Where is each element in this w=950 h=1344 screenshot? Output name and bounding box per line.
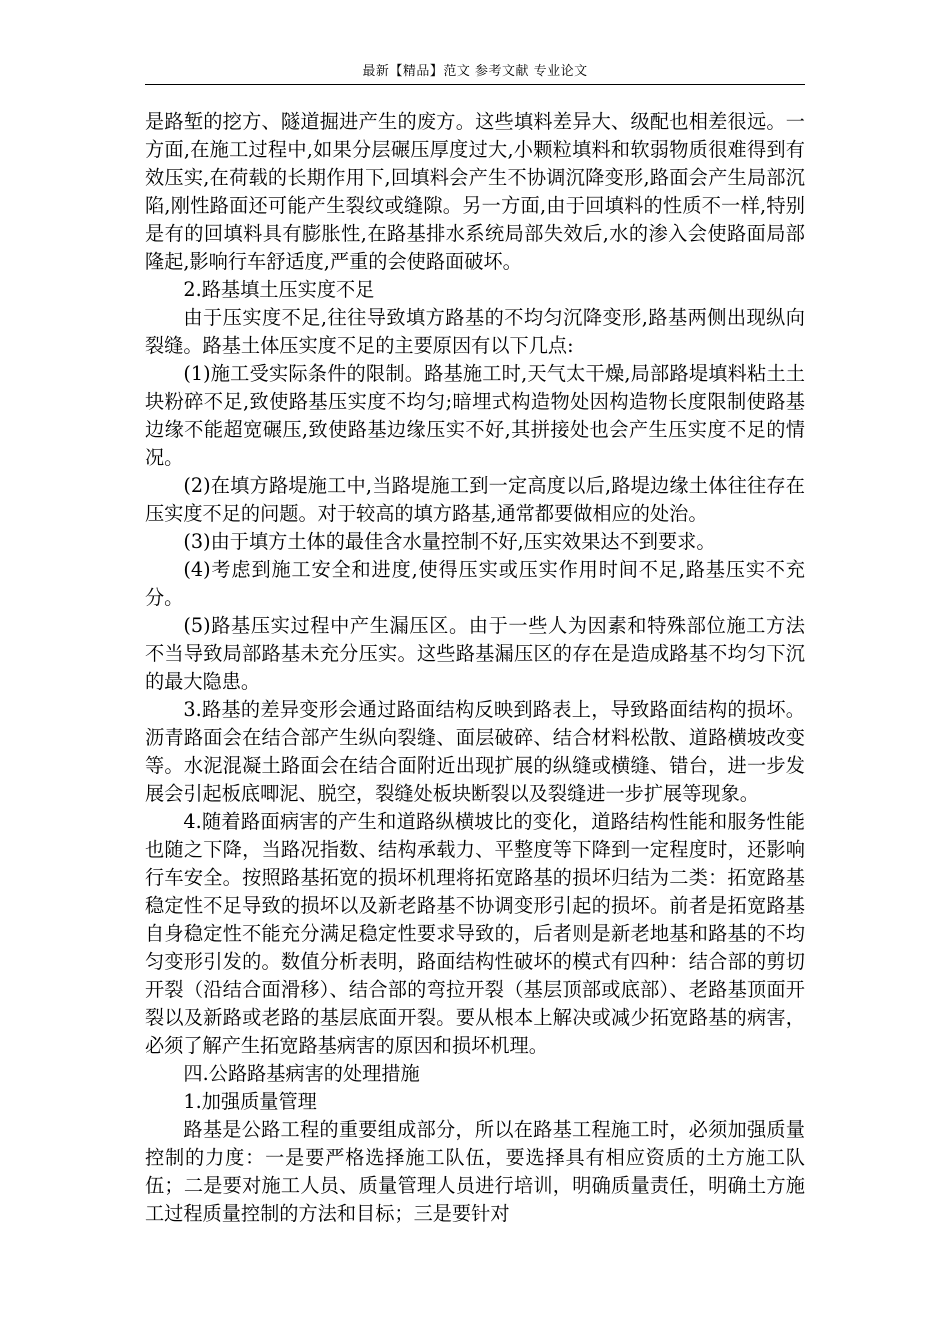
list-item: (4)考虑到施工安全和进度,使得压实或压实作用时间不足,路基压实不充分。 [145, 558, 805, 609]
subsection-heading-quality: 1.加强质量管理 [183, 1090, 317, 1113]
section-heading-compaction: 2.路基填土压实度不足 [183, 278, 375, 301]
list-item: (5)路基压实过程中产生漏压区。由于一些人为因素和特殊部位施工方法不当导致局部路基未充分压实。这些路基漏压区的存在是造成路基不均匀下沉的最大隐患。 [145, 614, 805, 693]
section-heading-treatment: 四.公路路基病害的处理措施 [183, 1062, 420, 1085]
list-item: (2)在填方路堤施工中,当路堤施工到一定高度以后,路堤边缘土体往往存在压实度不足的问题。对于较高的填方路基,通常都要做相应的处治。 [145, 474, 805, 525]
list-item: (3)由于填方土体的最佳含水量控制不好,压实效果达不到要求。 [183, 530, 716, 553]
paragraph: 4.随着路面病害的产生和道路纵横坡比的变化，道路结构性能和服务性能也随之下降，当路况指数、结构承载力、平整度等下降到一定程度时，还影响行车安全。按照路基拓宽的损坏机理将拓宽路基的损坏归结为二类：拓宽路基稳定性不足导致的损坏以及新老路基不协调变形引起的损坏。前者是拓宽路基自身稳定性不能充分满足稳定性要求导致的，后者则是新老地基和路基的不均匀变形引发的。数值分析表明，路面结构性破坏的模式有四种：结合部的剪切开裂（沿结合面滑移）、结合部的弯拉开裂（基层顶部或底部）、老路基顶面开裂以及新路或老路的基层底面开裂。要从根本上解决或减少拓宽路基的病害，必须了解产生拓宽路基病害的原因和损坏机理。 [145, 810, 805, 1057]
paragraph-continuation: 是路堑的挖方、隧道掘进产生的废方。这些填料差异大、级配也相差很远。一方面,在施工过程中,如果分层碾压厚度过大,小颗粒填料和软弱物质很难得到有效压实,在荷载的长期作用下,回填料会产生不协调沉降变形,路面会产生局部沉陷,刚性路面还可能产生裂纹或缝隙。另一方面,由于回填料的性质不一样,特别是有的回填料具有膨胀性,在路基排水系统局部失效后,水的渗入会使路面局部隆起,影响行车舒适度,严重的会使路面破坏。 [145, 110, 805, 273]
paragraph: 路基是公路工程的重要组成部分，所以在路基工程施工时，必须加强质量控制的力度：一是要严格选择施工队伍，要选择具有相应资质的土方施工队伍；二是要对施工人员、质量管理人员进行培训，明确质量责任，明确土方施工过程质量控制的方法和目标；三是要针对 [145, 1118, 805, 1225]
paragraph: 3.路基的差异变形会通过路面结构反映到路表上，导致路面结构的损坏。沥青路面会在结合部产生纵向裂缝、面层破碎、结合材料松散、道路横坡改变等。水泥混凝土路面会在结合面附近出现扩展的纵缝或横缝、错台，进一步发展会引起板底唧泥、脱空，裂缝处板块断裂以及裂缝进一步扩展等现象。 [145, 698, 805, 805]
paragraph: 由于压实度不足,往往导致填方路基的不均匀沉降变形,路基两侧出现纵向裂缝。路基土体压实度不足的主要原因有以下几点: [145, 306, 805, 357]
document-body [145, 108, 805, 1228]
list-item: (1)施工受实际条件的限制。路基施工时,天气太干燥,局部路堤填料粘土土块粉碎不足,致使路基压实度不均匀;暗埋式构造物处因构造物长度限制使路基边缘不能超宽碾压,致使路基边缘压实不好,其拼接处也会产生压实度不足的情况。 [145, 362, 805, 469]
page-header: 最新【精品】范文 参考文献 专业论文 [362, 64, 588, 79]
header-divider [145, 84, 805, 85]
